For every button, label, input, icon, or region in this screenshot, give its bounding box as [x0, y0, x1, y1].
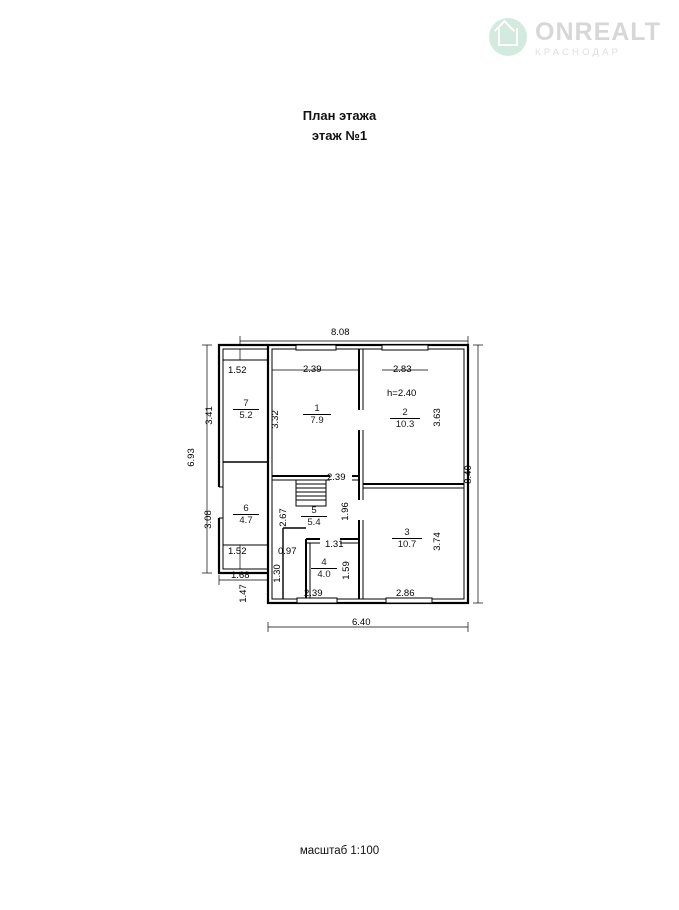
- watermark-title: ONREALT: [535, 18, 661, 46]
- page-subtitle: этаж №1: [311, 128, 368, 143]
- room-area: 5.2: [233, 409, 259, 421]
- dim-top-left-seg: 2.39: [303, 364, 322, 375]
- dim-left-seg-4: 1.52: [228, 546, 247, 557]
- room-area: 4.0: [311, 568, 337, 580]
- room-number: 7: [243, 398, 249, 409]
- room-number: 4: [321, 557, 327, 568]
- dim-right-lower: 3.74: [431, 532, 443, 551]
- room-label-4: [311, 557, 337, 580]
- scale-note: масштаб 1:100: [299, 845, 380, 857]
- ceiling-height-note: h=2.40: [387, 388, 417, 399]
- room-area: 10.3: [390, 418, 420, 430]
- watermark-subtitle: КРАСНОДАР: [535, 47, 622, 58]
- room-area: 7.9: [303, 414, 331, 426]
- dim-right-overall: 8.40: [462, 465, 474, 484]
- dim-inner-8: 1.59: [340, 561, 352, 580]
- room-label-3: [392, 527, 422, 550]
- room-label-5: [301, 505, 327, 528]
- dim-left-out-1: 1.68: [231, 570, 250, 581]
- room-label-1: [303, 403, 331, 426]
- room-number: 2: [402, 407, 408, 418]
- dim-left-seg-3: 3.08: [202, 510, 214, 529]
- room-area: 10.7: [392, 538, 422, 550]
- page-title: План этажа: [302, 108, 377, 123]
- dim-left-out-2: 1.47: [237, 584, 249, 603]
- dim-bottom-right-seg: 2.86: [396, 588, 415, 599]
- dim-left-seg-1: 1.52: [228, 365, 247, 376]
- room-label-6: [233, 503, 259, 526]
- room-number: 1: [314, 403, 320, 414]
- dim-inner-1: 3.32: [269, 410, 281, 429]
- dim-right-upper: 3.63: [431, 408, 443, 427]
- dim-left-seg-2: 3.41: [203, 406, 215, 425]
- room-number: 6: [243, 503, 249, 514]
- dim-top-overall: 8.08: [331, 327, 350, 338]
- room-label-7: [233, 398, 259, 421]
- dim-left-overall: 6.93: [185, 448, 197, 467]
- room-number: 5: [311, 505, 317, 516]
- room-label-2: [390, 407, 420, 430]
- dim-inner-7: 1.30: [271, 564, 283, 583]
- dim-inner-2: 2.39: [327, 472, 346, 483]
- room-area: 4.7: [233, 514, 259, 526]
- dim-top-right-seg: 2.83: [393, 364, 412, 375]
- dim-bottom-overall: 6.40: [352, 617, 371, 628]
- dim-inner-5: 1.31: [325, 539, 344, 550]
- room-area: 5.4: [301, 516, 327, 528]
- dim-bottom-left-seg: 2.39: [304, 588, 323, 599]
- room-number: 3: [404, 527, 410, 538]
- dim-inner-3: 1.96: [339, 502, 351, 521]
- dim-inner-4: 2.67: [277, 508, 289, 527]
- dim-inner-6: 0.97: [278, 546, 297, 557]
